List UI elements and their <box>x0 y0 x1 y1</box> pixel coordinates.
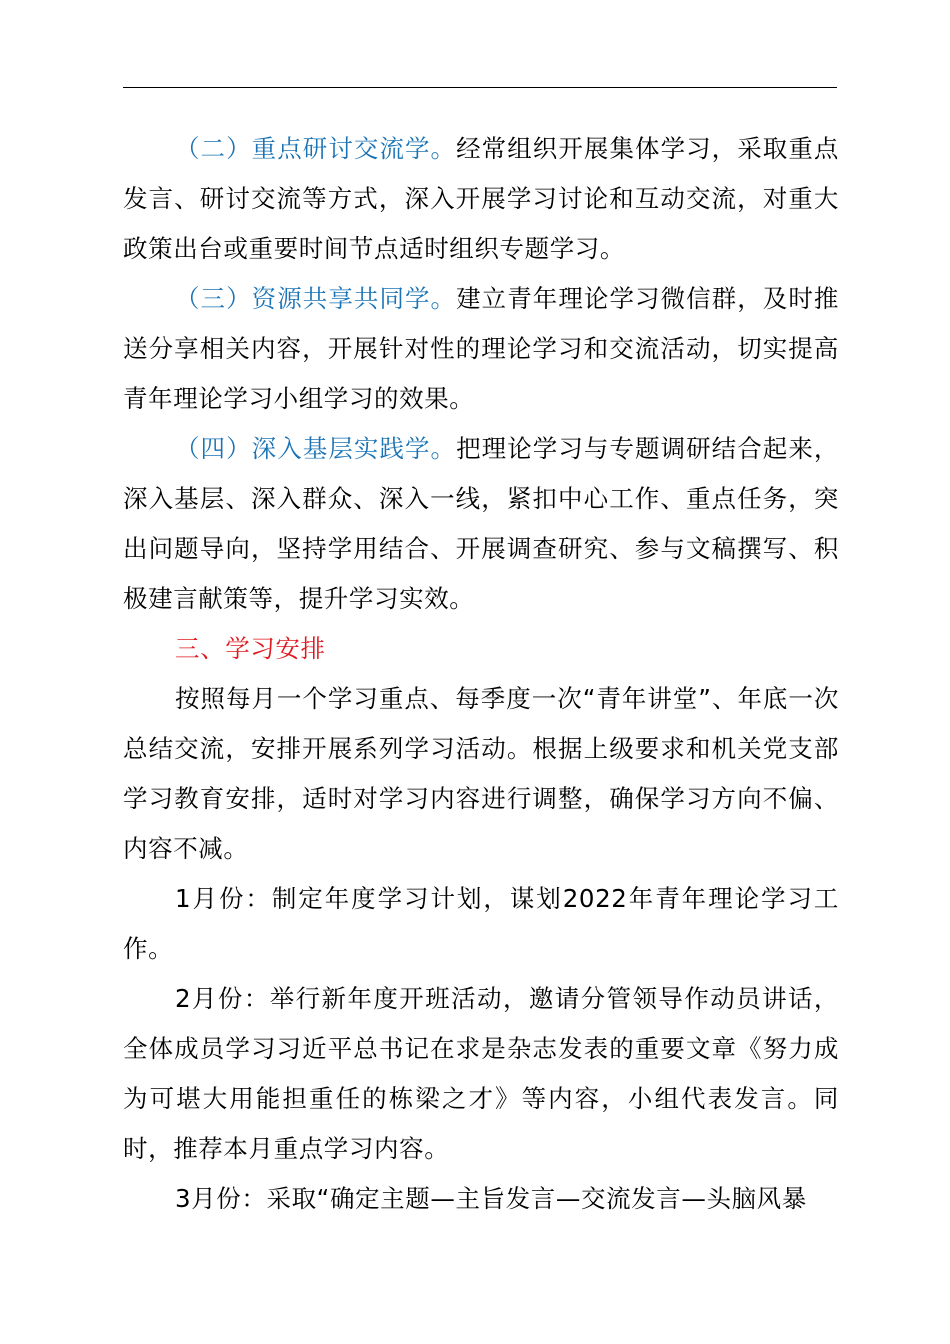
paragraph-heading: （四）深入基层实践学。 <box>175 434 457 463</box>
paragraph-resource-sharing <box>123 274 839 424</box>
paragraph-march: 3月份：采取“确定主题—主旨发言—交流发言—头脑风暴 <box>175 1184 807 1213</box>
header-rule <box>123 87 837 88</box>
paragraph-text: 把理论学习与专题调研结合起来，深入基层、深入群众、深入一线，紧扣中心工作、重点任务，突出问题导向，坚持学用结合、开展调查研究、参与文稿撰写、积极建言献策等，提升学习实效。 <box>123 434 840 613</box>
document-body <box>123 124 839 1224</box>
section-title: 三、学习安排 <box>175 634 326 663</box>
paragraph-text: 建立青年理论学习微信群，及时推送分享相关内容，开展针对性的理论学习和交流活动，切实提高青年理论学习小组学习的效果。 <box>123 284 840 413</box>
paragraph-text: 经常组织开展集体学习，采取重点发言、研讨交流等方式，深入开展学习讨论和互动交流，对重大政策出台或重要时间节点适时组织专题学习。 <box>123 134 840 263</box>
paragraph-heading: （三）资源共享共同学。 <box>175 284 457 313</box>
paragraph-february: 2月份：举行新年度开班活动，邀请分管领导作动员讲话，全体成员学习习近平总书记在求是杂志发表的重要文章《努力成为可堪大用能担重任的栋梁之才》等内容，小组代表发言。同时，推荐本月重点学习内容。 <box>123 984 839 1163</box>
paragraph-january: 1月份：制定年度学习计划，谋划2022年青年理论学习工作。 <box>123 884 839 963</box>
paragraph-grassroots-practice <box>123 424 839 624</box>
paragraph-heading: （二）重点研讨交流学。 <box>175 134 457 163</box>
paragraph-key-discussion <box>123 124 839 274</box>
paragraph-schedule-intro: 按照每月一个学习重点、每季度一次“青年讲堂”、年底一次总结交流，安排开展系列学习活动。根据上级要求和机关党支部学习教育安排，适时对学习内容进行调整，确保学习方向不偏、内容不减。 <box>123 684 839 863</box>
